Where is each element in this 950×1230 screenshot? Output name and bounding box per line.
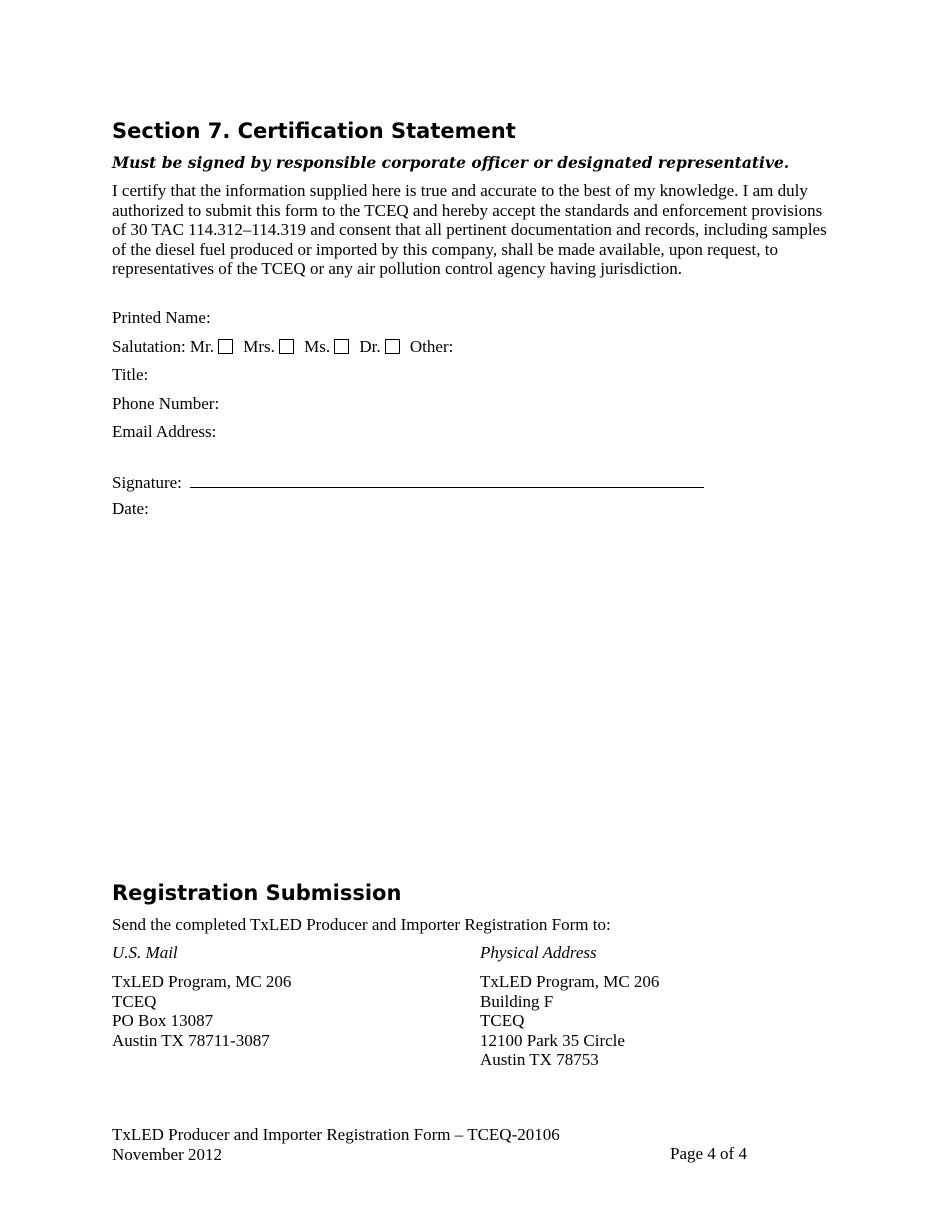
salutation-option-mr: Mr. [190,337,239,356]
physical-address-line: TxLED Program, MC 206 [480,972,660,991]
ms-checkbox[interactable] [334,339,349,354]
us-mail-line: Austin TX 78711-3087 [112,1030,270,1050]
footer [112,1125,560,1164]
physical-address-line: Austin TX 78753 [480,1050,599,1069]
submission-intro: Send the completed TxLED Producer and Importer Registration Form to: [112,915,611,934]
section-7-heading: Section 7. Certification Statement [112,119,516,143]
footer-form-name: TxLED Producer and Importer Registration Form – TCEQ-20106 [112,1125,560,1144]
us-mail-line: TCEQ [112,991,157,1011]
printed-name-field[interactable] [112,308,211,328]
email-field[interactable] [112,422,216,442]
salutation-option-ms: Ms. [304,337,355,356]
certification-statement: I certify that the information supplied here is true and accurate to the best of my knowledge. I am duly authorized to submit this form to the TCEQ and hereby accept the standards and enforcement provisions of 30 TAC 114.312–114.319 and consent that all pertinent documentation and records, including samples of the diesel fuel produced or imported by this company, shall be made available, upon request, to representatives of the TCEQ or any air pollution control agency having jurisdiction. [112,181,827,279]
physical-address-label: Physical Address [480,943,597,962]
section-7-subheading: Must be signed by responsible corporate officer or designated representative. [112,153,790,172]
salutation-row [112,337,453,357]
signature-line[interactable] [190,471,704,488]
submission-heading: Registration Submission [112,881,402,905]
us-mail-line: TxLED Program, MC 206 [112,972,292,991]
salutation-option-mrs: Mrs. [243,337,300,356]
email-label: Email Address: [112,422,217,441]
salutation-option-dr: Dr. [359,337,405,356]
date-field[interactable] [112,499,149,519]
footer-page-number: Page 4 of 4 [670,1144,747,1163]
signature-label: Signature: [112,473,182,492]
footer-date: November 2012 [112,1144,223,1164]
us-mail-address [112,972,291,1050]
us-mail-label: U.S. Mail [112,943,178,962]
title-field[interactable] [112,365,148,385]
mrs-checkbox[interactable] [279,339,294,354]
physical-address-line: 12100 Park 35 Circle [480,1030,625,1050]
phone-label: Phone Number: [112,394,220,413]
dr-checkbox[interactable] [385,339,400,354]
salutation-label: Salutation: [112,337,186,356]
date-label: Date: [112,499,149,518]
us-mail-line: PO Box 13087 [112,1011,214,1030]
salutation-other-label[interactable]: Other: [409,337,454,356]
physical-address-line: TCEQ [480,1011,525,1030]
phone-field[interactable] [112,394,219,414]
physical-address-line: Building F [480,991,554,1011]
physical-address [480,972,659,1070]
signature-row [112,471,704,493]
title-label: Title: [112,365,149,384]
mr-checkbox[interactable] [218,339,233,354]
printed-name-label: Printed Name: [112,308,211,327]
